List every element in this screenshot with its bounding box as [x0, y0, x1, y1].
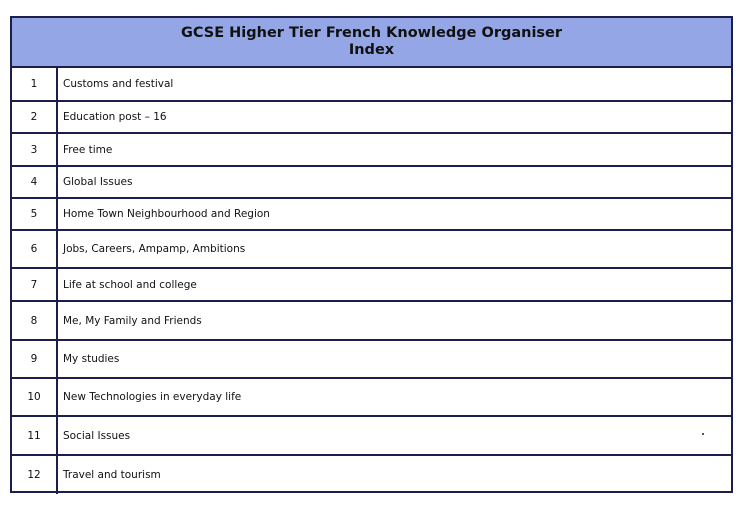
document-title: GCSE Higher Tier French Knowledge Organiser — [180, 25, 563, 41]
table-row — [12, 341, 731, 379]
row-number: 9 — [12, 341, 58, 377]
table-row — [12, 269, 731, 302]
table-row — [12, 379, 731, 417]
table-row — [12, 167, 731, 199]
table-row — [12, 68, 731, 102]
row-number: 10 — [12, 379, 58, 415]
index-rows — [12, 68, 731, 494]
row-topic: Global Issues — [63, 176, 133, 188]
row-number: 12 — [12, 456, 58, 494]
document-subtitle: Index — [348, 42, 395, 58]
table-row — [12, 456, 731, 494]
row-topic: Me, My Family and Friends — [63, 314, 202, 327]
row-number: 2 — [12, 102, 58, 132]
speck-mark — [702, 433, 704, 435]
row-topic: Education post – 16 — [63, 111, 167, 123]
row-topic: Free time — [63, 143, 113, 156]
table-header — [12, 18, 731, 68]
row-number: 4 — [12, 167, 58, 197]
row-topic: Jobs, Careers, Ampamp, Ambitions — [63, 243, 246, 255]
row-topic: Social Issues — [63, 429, 131, 442]
table-row — [12, 199, 731, 231]
row-number: 3 — [12, 134, 58, 165]
row-number: 5 — [12, 199, 58, 229]
row-topic: Life at school and college — [63, 278, 197, 291]
row-topic: New Technologies in everyday life — [63, 391, 242, 403]
row-topic: My studies — [63, 353, 120, 365]
row-number: 6 — [12, 231, 58, 267]
row-number: 11 — [12, 417, 58, 454]
table-row — [12, 417, 731, 456]
table-row — [12, 302, 731, 341]
table-row — [12, 102, 731, 134]
row-topic: Home Town Neighbourhood and Region — [63, 208, 270, 220]
row-number: 8 — [12, 302, 58, 339]
row-topic: Travel and tourism — [63, 469, 161, 481]
row-topic: Customs and festival — [63, 78, 174, 90]
table-row — [12, 134, 731, 167]
index-table — [10, 16, 733, 493]
row-number: 7 — [12, 269, 58, 300]
row-number: 1 — [12, 68, 58, 100]
table-row — [12, 231, 731, 269]
